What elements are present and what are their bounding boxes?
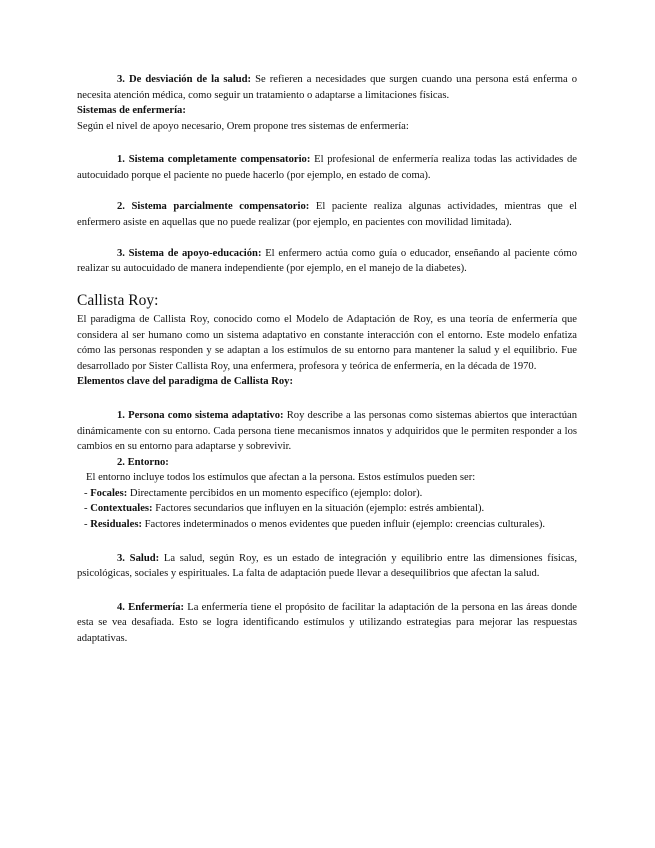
item-label: 2. Sistema parcialmente compensatorio: bbox=[117, 201, 310, 213]
heading-entorno: 2. Entorno: bbox=[117, 456, 169, 468]
item-label: Residuales: bbox=[90, 519, 142, 531]
item-text: Factores secundarios que influyen en la situación (ejemplo: estrés ambiental). bbox=[152, 503, 485, 515]
item-text: La enfermería tiene el propósito de facilitar la adaptación de la persona en las áreas donde esta se vea desafiada. Esto se logra identificando estímulos y utilizando estrategias para mejorar las respuestas adaptativas. bbox=[77, 601, 578, 645]
paragraph-salud bbox=[77, 551, 577, 582]
heading-elementos-clave: Elementos clave del paradigma de Callista Roy: bbox=[77, 376, 293, 388]
document-page bbox=[77, 72, 577, 647]
section-title-callista-roy: Callista Roy: bbox=[77, 291, 159, 309]
heading-sistemas-enfermeria: Sistemas de enfermería: bbox=[77, 105, 186, 117]
item-label: 4. Enfermería: bbox=[117, 601, 185, 613]
paragraph-enfermeria bbox=[77, 600, 577, 647]
item-label: 3. De desviación de la salud: bbox=[117, 74, 252, 85]
paragraph-entorno-lead: El entorno incluye todos los estímulos que afectan a la persona. Estos estímulos pueden ser: bbox=[86, 472, 476, 484]
list-dash: - bbox=[84, 519, 91, 531]
item-text: Roy describe a las personas como sistemas abiertos que interactúan dinámicamente con su entorno. Cada persona tiene mecanismos innatos y adquiridos que le permiten responder a los cambios en su entorno para adaptarse y sobrevivir. bbox=[77, 409, 577, 453]
list-item-residuales bbox=[77, 517, 577, 533]
item-label: 1. Persona como sistema adaptativo: bbox=[117, 409, 284, 421]
item-label: 1. Sistema completamente compensatorio: bbox=[117, 154, 311, 166]
item-label: 3. Salud: bbox=[117, 552, 160, 564]
paragraph-sistemas-intro: Según el nivel de apoyo necesario, Orem propone tres sistemas de enfermería: bbox=[77, 120, 409, 132]
paragraph-persona bbox=[77, 408, 577, 455]
paragraph-sistema-completamente bbox=[77, 152, 577, 183]
item-text: Factores indeterminados o menos evidentes que pueden influir (ejemplo: creencias culturales). bbox=[141, 519, 545, 531]
paragraph-sistema-parcialmente bbox=[77, 199, 577, 230]
list-dash: - bbox=[84, 487, 91, 499]
item-label: Contextuales: bbox=[90, 503, 153, 515]
item-text: El paciente realiza algunas actividades, mientras que el enfermero asiste en aquellas que no puede realizar (por ejemplo, en pacientes con movilidad limitada). bbox=[77, 201, 577, 228]
item-text: Directamente percibidos en un momento específico (ejemplo: dolor). bbox=[127, 487, 423, 499]
item-text: Se refieren a necesidades que surgen cuando una persona está enferma o necesita atención médica, como seguir un tratamiento o adaptarse a limitaciones físicas. bbox=[77, 74, 578, 101]
list-item-contextuales bbox=[77, 501, 577, 517]
item-label: 3. Sistema de apoyo-educación: bbox=[117, 247, 262, 259]
item-text: La salud, según Roy, es un estado de integración y equilibrio entre las dimensiones físicas, psicológicas, sociales y espirituales. La falta de adaptación puede llevar a desequilibrios que afectan la salud. bbox=[77, 552, 577, 580]
paragraph-roy-intro: El paradigma de Callista Roy, conocido como el Modelo de Adaptación de Roy, es una teoría de enfermería que considera al ser humano como un sistema adaptativo en constante interacción con el entorno. Este modelo enfatiza cómo las personas responden y se adaptan a los estímulos de su entorno para mantener la salud y el equilibrio. Fue desarrollado por Sister Callista Roy, una enfermera, profesora y teórica de enfermería, en la década de 1970. bbox=[77, 313, 577, 372]
item-text: El profesional de enfermería realiza todas las actividades de autocuidado porque el paciente no puede hacerlo (por ejemplo, en estado de coma). bbox=[77, 154, 578, 181]
list-item-focales bbox=[77, 486, 577, 502]
item-text: El enfermero actúa como guía o educador, enseñando al paciente cómo realizar su autocuidado de manera independiente (por ejemplo, en el manejo de la diabetes). bbox=[77, 247, 577, 275]
paragraph-sistema-apoyo bbox=[77, 246, 577, 277]
list-dash: - bbox=[84, 503, 91, 515]
paragraph-desviacion-salud bbox=[77, 72, 577, 103]
item-label: Focales: bbox=[90, 487, 128, 499]
